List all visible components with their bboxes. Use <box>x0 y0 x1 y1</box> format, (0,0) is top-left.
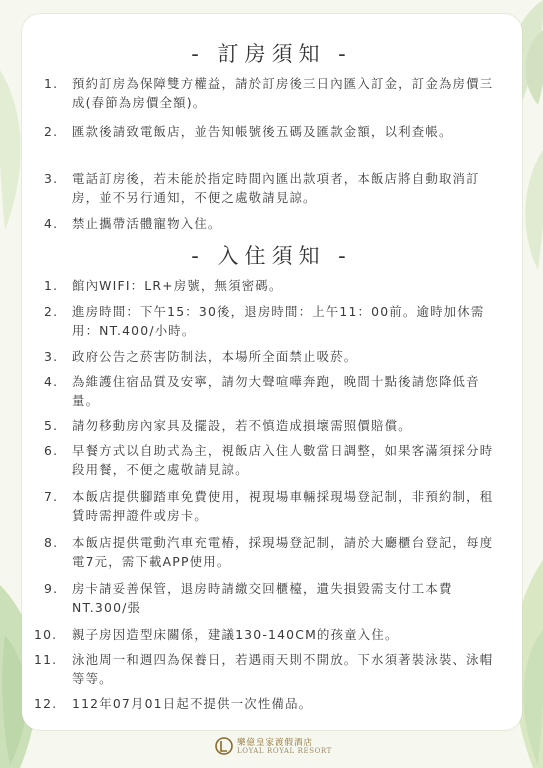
item-number: 1. <box>44 278 59 293</box>
resort-name-english: LOYAL ROYAL RESORT <box>237 747 332 755</box>
item-number: 2. <box>44 124 59 139</box>
item-number: 8. <box>44 535 59 550</box>
item-number: 3. <box>44 171 59 186</box>
item-number: 6. <box>44 443 59 458</box>
item-number: 4. <box>44 216 59 231</box>
item-text: 預約訂房為保障雙方權益，請於訂房後三日內匯入訂金，訂金為房價三成(春節為房價全額)。 <box>72 76 494 110</box>
resort-logo-icon <box>215 737 233 755</box>
item-text: 請勿移動房內家具及擺設，若不慎造成損壞需照價賠償。 <box>72 418 412 433</box>
item-text: 政府公告之菸害防制法，本場所全面禁止吸菸。 <box>72 349 358 364</box>
resort-name: 樂億皇家渡假酒店 <box>237 738 314 748</box>
item-text: 館內WIFI：LR+房號，無須密碼。 <box>72 278 283 293</box>
item-text: 禁止攜帶活體寵物入住。 <box>72 216 222 231</box>
booking-notice-title: - 訂房須知 - <box>191 42 352 66</box>
item-number: 7. <box>44 489 59 504</box>
item-number: 11. <box>34 652 58 667</box>
item-text: 早餐方式以自助式為主，視飯店入住人數當日調整，如果客滿須採分時段用餐，不便之處敬請見諒。 <box>72 443 494 477</box>
item-text: 泳池周一和週四為保養日，若遇雨天則不開放。下水須著裝泳裝、泳帽等等。 <box>72 652 494 686</box>
item-text: 匯款後請致電飯店，並告知帳號後五碼及匯款金額，以利查帳。 <box>72 124 453 139</box>
item-number: 5. <box>44 418 59 433</box>
item-text: 房卡請妥善保管，退房時請繳交回櫃檯，遺失損毀需支付工本費NT.300/張 <box>72 581 453 615</box>
item-number: 4. <box>44 374 59 389</box>
item-number: 1. <box>44 76 59 91</box>
checkin-notice-title: - 入住須知 - <box>191 244 352 268</box>
item-number: 12. <box>34 696 58 711</box>
item-text: 112年07月01日起不提供一次性備品。 <box>72 696 313 711</box>
item-text: 電話訂房後，若未能於指定時間內匯出款項者，本飯店將自動取消訂房，並不另行通知，不便之處敬請見諒。 <box>72 171 480 205</box>
resort-logo <box>215 736 345 758</box>
item-number: 10. <box>34 627 58 642</box>
item-number: 9. <box>44 581 59 596</box>
item-number: 3. <box>44 349 59 364</box>
item-number: 2. <box>44 304 59 319</box>
item-text: 為維護住宿品質及安寧，請勿大聲喧嘩奔跑，晚間十點後請您降低音量。 <box>72 374 480 408</box>
item-text: 進房時間：下午15：30後，退房時間：上午11：00前。逾時加休需用：NT.400/小時。 <box>72 304 485 338</box>
item-text: 親子房因造型床關係，建議130-140CM的孩童入住。 <box>72 627 399 642</box>
item-text: 本飯店提供電動汽車充電樁，採現場登記制，請於大廳櫃台登記，每度電7元，需下載APP使用。 <box>72 535 494 569</box>
item-text: 本飯店提供腳踏車免費使用，視現場車輛採現場登記制，非預約制，租賃時需押證件或房卡。 <box>72 489 494 523</box>
